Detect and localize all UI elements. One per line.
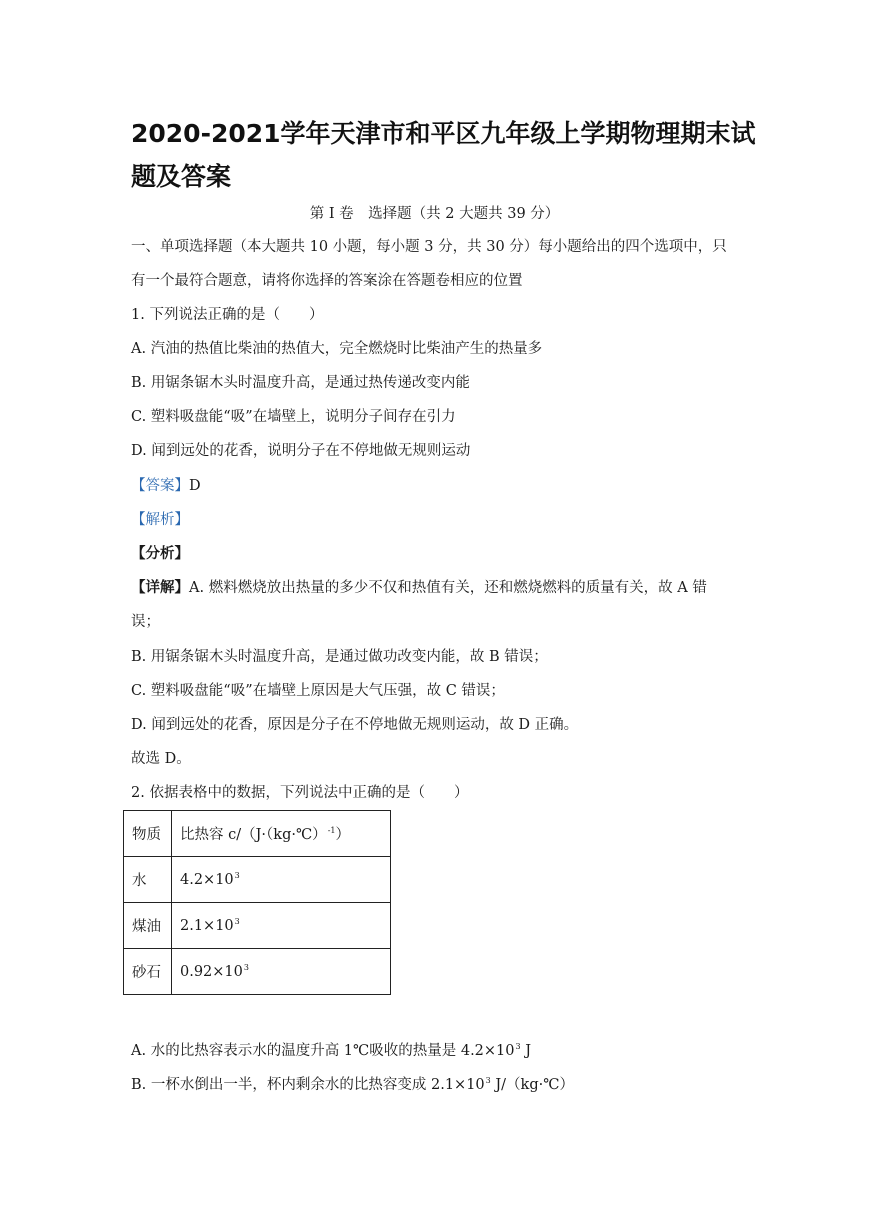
detail-label: 【详解】: [131, 579, 189, 596]
header-substance: 物质: [124, 811, 172, 857]
value-cell: [172, 949, 391, 995]
value-exponent: 3: [234, 917, 240, 926]
substance-cell: 砂石: [124, 949, 172, 995]
detail-text: A. 燃料燃烧放出热量的多少不仅和热值有关，还和燃烧燃料的质量有关，故 A 错: [189, 580, 707, 596]
question-1-option-a: A. 汽油的热值比柴油的热值大，完全燃烧时比柴油产生的热量多: [131, 341, 543, 357]
detail-line-2: 误；: [131, 614, 160, 630]
detail-b: B. 用锯条锯木头时温度升高，是通过做功改变内能，故 B 错误；: [131, 649, 548, 665]
detail-line-1: [131, 578, 707, 598]
answer-label: 【答案】: [131, 478, 189, 494]
table-row: [124, 857, 391, 903]
question-1-option-d: D. 闻到远处的花香，说明分子在不停地做无规则运动: [131, 443, 471, 459]
value-base: 2.1×10: [180, 918, 234, 934]
option-a-unit: J: [520, 1043, 532, 1059]
option-a-text: A. 水的比热容表示水的温度升高 1℃吸收的热量是 4.2×10: [131, 1043, 515, 1059]
question-1-option-b: B. 用锯条锯木头时温度升高，是通过热传递改变内能: [131, 375, 470, 391]
analysis-label: 【解析】: [131, 512, 189, 528]
value-base: 4.2×10: [180, 872, 234, 888]
header-exponent: -1: [327, 826, 336, 835]
instructions-line-2: 有一个最符合题意，请将你选择的答案涂在答题卷相应的位置: [131, 273, 523, 289]
option-b-text: B. 一杯水倒出一半，杯内剩余水的比热容变成 2.1×10: [131, 1077, 485, 1093]
specific-heat-table: [123, 810, 391, 995]
question-1-option-c: C. 塑料吸盘能“吸”在墙壁上，说明分子间存在引力: [131, 409, 456, 425]
header-specific-heat-text: 比热容 c/（J·（kg·℃）: [180, 827, 327, 843]
value-exponent: 3: [234, 871, 240, 880]
value-base: 0.92×10: [180, 964, 243, 980]
question-1-stem: 1. 下列说法正确的是（ ）: [131, 307, 324, 323]
substance-cell: 煤油: [124, 903, 172, 949]
question-2-stem: 2. 依据表格中的数据，下列说法中正确的是（ ）: [131, 785, 469, 801]
table-header-row: [124, 811, 391, 857]
header-tail: ）: [335, 827, 350, 843]
substance-cell: 水: [124, 857, 172, 903]
choose-answer: 故选 D。: [131, 751, 191, 767]
document-title: 2020-2021学年天津市和平区九年级上学期物理期末试题及答案: [131, 119, 756, 191]
option-b-exponent: 3: [485, 1076, 491, 1085]
section-heading: 第 Ⅰ 卷 选择题（共 2 大题共 39 分）: [309, 206, 560, 222]
value-exponent: 3: [243, 963, 249, 972]
detail-c: C. 塑料吸盘能“吸”在墙壁上原因是大气压强，故 C 错误；: [131, 683, 505, 699]
option-b-unit: J/（kg·℃）: [490, 1077, 574, 1093]
instructions-line-1: 一、单项选择题（本大题共 10 小题，每小题 3 分，共 30 分）每小题给出的四个选项中，只: [131, 239, 727, 255]
question-2-option-a: [131, 1037, 531, 1061]
header-specific-heat: [172, 811, 391, 857]
answer-row: [131, 476, 201, 496]
table-row: [124, 949, 391, 995]
fenxi-label: 【分析】: [131, 545, 189, 562]
option-a-exponent: 3: [515, 1042, 521, 1051]
table-row: [124, 903, 391, 949]
detail-d: D. 闻到远处的花香，原因是分子在不停地做无规则运动，故 D 正确。: [131, 717, 579, 733]
value-cell: [172, 857, 391, 903]
value-cell: [172, 903, 391, 949]
answer-value: D: [189, 478, 201, 494]
question-2-option-b: [131, 1071, 574, 1095]
